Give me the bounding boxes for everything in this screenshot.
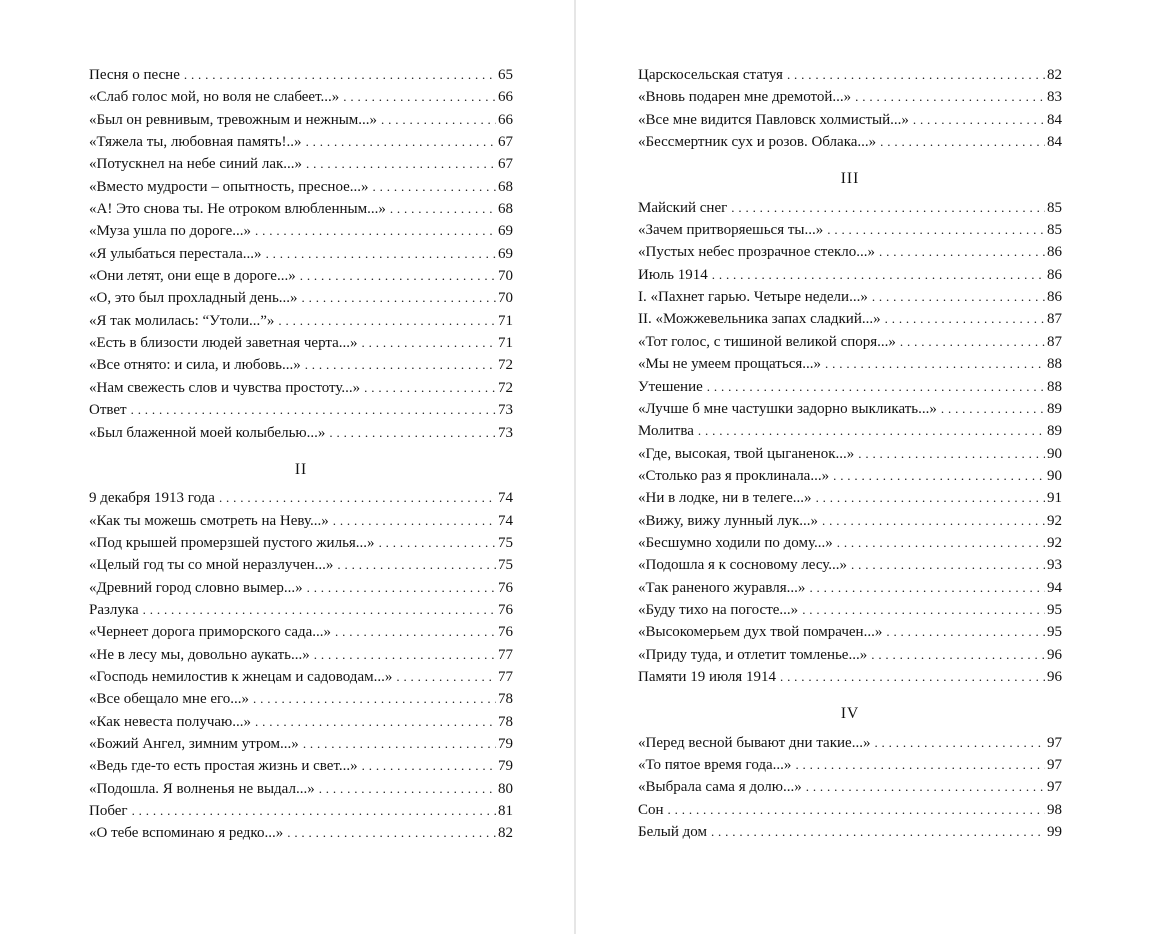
toc-entry-title: «Вновь подарен мне дремотой...» <box>638 89 852 106</box>
toc-section <box>638 64 1062 153</box>
toc-entry-title: «Под крышей промерзшей пустого жилья...» <box>89 534 375 551</box>
toc-entry-page: 66 <box>498 111 513 128</box>
dot-leader <box>219 487 496 509</box>
dot-leader <box>879 241 1045 263</box>
dot-leader <box>900 331 1045 353</box>
toc-entry-title: «Был он ревнивым, тревожным и нежным...» <box>89 111 378 128</box>
toc-entry-title: «Все обещало мне его...» <box>89 691 250 708</box>
toc-entry[interactable] <box>89 644 513 666</box>
dot-leader <box>364 377 496 399</box>
dot-leader <box>731 197 1045 219</box>
toc-entry-page: 74 <box>498 512 513 529</box>
toc-entry-title: «Все мне видится Павловск холмистый...» <box>638 111 909 128</box>
toc-entry-page: 71 <box>498 335 513 352</box>
toc-entry-page: 84 <box>1047 134 1062 151</box>
toc-entry[interactable] <box>638 821 1062 843</box>
toc-entry[interactable] <box>638 219 1062 241</box>
toc-entry-page: 79 <box>498 758 513 775</box>
dot-leader <box>362 755 496 777</box>
dot-leader <box>329 422 496 444</box>
toc-entry-title: «Древний город словно вымер...» <box>89 579 303 596</box>
dot-leader <box>302 287 496 309</box>
toc-entry-page: 70 <box>498 290 513 307</box>
dot-leader <box>825 353 1045 375</box>
toc-entry-title: «Господь немилостив к жнецам и садоводам...» <box>89 668 393 685</box>
toc-entry[interactable] <box>89 532 513 554</box>
toc-entry-page: 73 <box>498 424 513 441</box>
toc-entry[interactable] <box>89 510 513 532</box>
toc-entry-page: 72 <box>498 379 513 396</box>
dot-leader <box>855 86 1045 108</box>
dot-leader <box>837 532 1045 554</box>
toc-entry-page: 75 <box>498 557 513 574</box>
toc-entry-page: 97 <box>1047 757 1062 774</box>
toc-section <box>89 459 513 845</box>
toc-entry-page: 71 <box>498 312 513 329</box>
toc-entry-title: Утешение <box>638 378 703 395</box>
toc-entry[interactable] <box>89 621 513 643</box>
toc-entry-title: «Божий Ангел, зимним утром...» <box>89 736 299 753</box>
toc-entry-page: 79 <box>498 736 513 753</box>
dot-leader <box>858 443 1045 465</box>
toc-entry-title: «Столько раз я проклинала...» <box>638 467 830 484</box>
toc-entry-title: «То пятое время года...» <box>638 757 792 774</box>
toc-entry-page: 86 <box>1047 289 1062 306</box>
dot-leader <box>131 399 496 421</box>
toc-entry-page: 76 <box>498 579 513 596</box>
toc-entry-title: «Где, высокая, твой цыганенок...» <box>638 445 855 462</box>
toc-entry[interactable] <box>638 532 1062 554</box>
toc-entry[interactable] <box>638 286 1062 308</box>
toc-entry[interactable] <box>638 131 1062 153</box>
toc-entry[interactable] <box>89 688 513 710</box>
toc-entry[interactable] <box>89 554 513 576</box>
toc-entry-page: 83 <box>1047 89 1062 106</box>
dot-leader <box>913 109 1045 131</box>
toc-entry[interactable] <box>638 577 1062 599</box>
dot-leader <box>390 198 496 220</box>
toc-entry-page: 70 <box>498 268 513 285</box>
dot-leader <box>306 153 496 175</box>
dot-leader <box>698 420 1045 442</box>
toc-entry[interactable] <box>89 109 513 131</box>
toc-entry[interactable] <box>89 800 513 822</box>
toc-entry-page: 89 <box>1047 400 1062 417</box>
toc-entry-page: 89 <box>1047 423 1062 440</box>
dot-leader <box>305 354 496 376</box>
dot-leader <box>278 310 496 332</box>
toc-entry[interactable] <box>638 666 1062 688</box>
toc-entry-title: «Бессмертник сух и розов. Облака...» <box>638 134 877 151</box>
toc-entry-title: «Нам свежесть слов и чувства простоту...» <box>89 379 361 396</box>
toc-entry-title: «Слаб голос мой, но воля не слабеет...» <box>89 89 340 106</box>
toc-entry-title: 9 декабря 1913 года <box>89 490 215 507</box>
toc-entry-title: «Тот голос, с тишиной великой споря...» <box>638 333 896 350</box>
toc-entry-page: 82 <box>498 825 513 842</box>
toc-entry-page: 85 <box>1047 222 1062 239</box>
toc-entry-title: «Вижу, вижу лунный лук...» <box>638 512 819 529</box>
toc-entry-title: Молитва <box>638 423 694 440</box>
toc-entry-title: «Муза ушла по дороге...» <box>89 223 252 240</box>
dot-leader <box>333 510 496 532</box>
dot-leader <box>707 376 1045 398</box>
toc-entry-title: «Потускнел на небе синий лак...» <box>89 156 303 173</box>
toc-entry-page: 66 <box>498 89 513 106</box>
toc-entry-title: «Все отнято: и сила, и любовь...» <box>89 357 301 374</box>
toc-entry[interactable] <box>89 487 513 509</box>
dot-leader <box>816 487 1045 509</box>
toc-entry-page: 76 <box>498 601 513 618</box>
toc-entry-page: 87 <box>1047 333 1062 350</box>
toc-entry[interactable] <box>638 487 1062 509</box>
dot-leader <box>711 821 1045 843</box>
dot-leader <box>833 465 1045 487</box>
toc-entry-page: 67 <box>498 156 513 173</box>
toc-entry-title: Побег <box>89 803 128 820</box>
dot-leader <box>806 776 1045 798</box>
dot-leader <box>266 243 496 265</box>
toc-entry-page: 91 <box>1047 490 1062 507</box>
toc-entry[interactable] <box>89 287 513 309</box>
toc-entry-page: 88 <box>1047 356 1062 373</box>
toc-entry-page: 90 <box>1047 445 1062 462</box>
dot-leader <box>184 64 496 86</box>
toc-entry-title: «Подошла я к сосновому лесу...» <box>638 557 848 574</box>
toc-entry[interactable] <box>638 799 1062 821</box>
toc-entry[interactable] <box>89 64 513 86</box>
toc-entry-title: «Был блаженной моей колыбелью...» <box>89 424 326 441</box>
toc-entry[interactable] <box>89 711 513 733</box>
dot-leader <box>132 800 496 822</box>
dot-leader <box>307 577 496 599</box>
toc-entry-page: 74 <box>498 490 513 507</box>
dot-leader <box>373 176 496 198</box>
toc-entry-title: Царскосельская статуя <box>638 67 783 83</box>
dot-leader <box>809 577 1045 599</box>
left-page <box>0 0 574 934</box>
toc-entry-page: 77 <box>498 646 513 663</box>
toc-entry[interactable] <box>89 422 513 444</box>
toc-entry-title: «Тяжела ты, любовная память!..» <box>89 134 302 151</box>
toc-entry-page: 97 <box>1047 779 1062 796</box>
toc-entry[interactable] <box>638 86 1062 108</box>
toc-entry[interactable] <box>638 331 1062 353</box>
toc-entry-page: 98 <box>1047 801 1062 818</box>
section-heading: III <box>840 170 860 188</box>
dot-leader <box>396 666 496 688</box>
toc-entry-page: 81 <box>498 803 513 820</box>
toc-entry-page: 94 <box>1047 579 1062 596</box>
dot-leader <box>314 644 496 666</box>
toc-entry-title: «Так раненого журавля...» <box>638 579 806 596</box>
dot-leader <box>337 554 496 576</box>
toc-entry-title: «О тебе вспоминаю я редко...» <box>89 825 284 842</box>
toc-entry-title: II. «Можжевельника запах сладкий...» <box>638 311 881 328</box>
toc-section <box>638 703 1062 843</box>
toc-entry[interactable] <box>89 778 513 800</box>
toc-entry[interactable] <box>638 754 1062 776</box>
toc-entry-title: «Ведь где-то есть простая жизнь и свет...» <box>89 758 358 775</box>
dot-leader <box>362 332 496 354</box>
dot-leader <box>871 644 1045 666</box>
right-toc-column <box>638 64 1062 843</box>
toc-entry-title: «Подошла. Я волненья не выдал...» <box>89 780 315 797</box>
toc-entry[interactable] <box>89 131 513 153</box>
toc-entry[interactable] <box>638 241 1062 263</box>
dot-leader <box>306 131 496 153</box>
toc-entry-page: 80 <box>498 780 513 797</box>
toc-entry[interactable] <box>638 776 1062 798</box>
toc-entry-page: 99 <box>1047 824 1062 841</box>
toc-entry[interactable] <box>89 153 513 175</box>
toc-entry-page: 86 <box>1047 244 1062 261</box>
toc-entry-page: 90 <box>1047 467 1062 484</box>
toc-entry[interactable] <box>89 265 513 287</box>
dot-leader <box>300 265 496 287</box>
dot-leader <box>253 688 496 710</box>
toc-entry[interactable] <box>89 733 513 755</box>
toc-entry-page: 82 <box>1047 67 1062 83</box>
toc-entry-title: «Ни в лодке, ни в телеге...» <box>638 490 812 507</box>
dot-leader <box>851 554 1045 576</box>
toc-entry[interactable] <box>638 644 1062 666</box>
dot-leader <box>379 532 496 554</box>
toc-entry-page: 88 <box>1047 378 1062 395</box>
toc-entry[interactable] <box>89 198 513 220</box>
toc-entry-page: 87 <box>1047 311 1062 328</box>
toc-entry[interactable] <box>638 353 1062 375</box>
dot-leader <box>381 109 496 131</box>
toc-entry-page: 72 <box>498 357 513 374</box>
toc-entry[interactable] <box>638 554 1062 576</box>
toc-entry-page: 92 <box>1047 512 1062 529</box>
dot-leader <box>827 219 1045 241</box>
toc-section <box>89 64 513 444</box>
toc-entry[interactable] <box>638 510 1062 532</box>
toc-entry[interactable] <box>89 577 513 599</box>
toc-entry-title: «Как невеста получаю...» <box>89 713 251 730</box>
toc-entry-title: I. «Пахнет гарью. Четыре недели...» <box>638 289 868 306</box>
toc-entry-title: «Выбрала сама я долю...» <box>638 779 802 796</box>
toc-entry-title: Июль 1914 <box>638 266 708 283</box>
toc-entry-title: «Целый год ты со мной неразлучен...» <box>89 557 334 574</box>
toc-entry-title: «Буду тихо на погосте...» <box>638 601 799 618</box>
toc-entry-page: 95 <box>1047 601 1062 618</box>
dot-leader <box>668 799 1045 821</box>
toc-entry-title: Памяти 19 июля 1914 <box>638 668 776 685</box>
dot-leader <box>303 733 496 755</box>
toc-entry-page: 68 <box>498 201 513 218</box>
toc-entry[interactable] <box>638 376 1062 398</box>
toc-entry[interactable] <box>638 398 1062 420</box>
toc-entry-page: 86 <box>1047 266 1062 283</box>
toc-entry-title: Разлука <box>89 601 139 618</box>
toc-entry[interactable] <box>638 420 1062 442</box>
toc-entry-title: «Они летят, они еще в дороге...» <box>89 268 296 285</box>
toc-entry-title: «Вместо мудрости – опытность, пресное...» <box>89 178 369 195</box>
toc-entry[interactable] <box>89 399 513 421</box>
dot-leader <box>780 666 1045 688</box>
dot-leader <box>822 510 1045 532</box>
toc-entry[interactable] <box>89 377 513 399</box>
toc-entry-title: «Как ты можешь смотреть на Неву...» <box>89 512 329 529</box>
toc-entry[interactable] <box>638 599 1062 621</box>
toc-entry-page: 77 <box>498 668 513 685</box>
toc-entry[interactable] <box>638 197 1062 219</box>
toc-entry[interactable] <box>638 465 1062 487</box>
toc-entry-page: 92 <box>1047 534 1062 551</box>
toc-entry-page: 93 <box>1047 557 1062 574</box>
toc-entry[interactable] <box>638 732 1062 754</box>
toc-entry-title: «А! Это снова ты. Не отроком влюбленным...» <box>89 201 386 218</box>
toc-entry-page: 67 <box>498 134 513 151</box>
section-heading: IV <box>840 705 860 723</box>
toc-entry-page: 96 <box>1047 668 1062 685</box>
toc-entry-title: «Бесшумно ходили по дому...» <box>638 534 833 551</box>
toc-entry[interactable] <box>638 308 1062 330</box>
toc-entry-page: 76 <box>498 624 513 641</box>
dot-leader <box>880 131 1045 153</box>
dot-leader <box>335 621 496 643</box>
toc-entry[interactable] <box>638 264 1062 286</box>
toc-entry-page: 84 <box>1047 111 1062 128</box>
dot-leader <box>795 754 1045 776</box>
toc-entry-page: 85 <box>1047 199 1062 216</box>
toc-entry-title: Белый дом <box>638 824 707 841</box>
toc-entry-page: 69 <box>498 245 513 262</box>
toc-entry-title: «Чернеет дорога приморского сада...» <box>89 624 332 641</box>
toc-entry-page: 95 <box>1047 624 1062 641</box>
toc-entry[interactable] <box>89 822 513 844</box>
toc-entry-title: «Есть в близости людей заветная черта...» <box>89 335 358 352</box>
dot-leader <box>255 711 496 733</box>
dot-leader <box>712 264 1045 286</box>
toc-entry-page: 68 <box>498 178 513 195</box>
toc-entry-title: «О, это был прохладный день...» <box>89 290 298 307</box>
toc-entry-title: «Пустых небес прозрачное стекло...» <box>638 244 875 261</box>
dot-leader <box>885 308 1045 330</box>
left-toc-column <box>89 64 513 845</box>
toc-entry-title: Ответ <box>89 402 127 419</box>
toc-entry-title: Майский снег <box>638 199 728 216</box>
toc-entry[interactable] <box>89 332 513 354</box>
dot-leader <box>941 398 1045 420</box>
toc-entry[interactable] <box>89 220 513 242</box>
toc-entry[interactable] <box>638 109 1062 131</box>
dot-leader <box>343 86 496 108</box>
toc-entry[interactable] <box>89 86 513 108</box>
toc-entry-page: 96 <box>1047 646 1062 663</box>
right-page <box>576 0 1154 934</box>
toc-entry-title: «Зачем притворяешься ты...» <box>638 222 824 239</box>
toc-entry-page: 78 <box>498 713 513 730</box>
toc-entry-title: «Мы не умеем прощаться...» <box>638 356 822 373</box>
dot-leader <box>143 599 496 621</box>
toc-entry-page: 75 <box>498 534 513 551</box>
toc-entry-page: 65 <box>498 67 513 83</box>
toc-entry-title: «Высокомерьем дух твой помрачен...» <box>638 624 883 641</box>
toc-entry[interactable] <box>638 64 1062 86</box>
toc-entry[interactable] <box>638 621 1062 643</box>
dot-leader <box>787 64 1045 86</box>
toc-entry-title: Сон <box>638 801 664 818</box>
toc-entry-title: «Перед весной бывают дни такие...» <box>638 734 871 751</box>
dot-leader <box>872 286 1045 308</box>
toc-entry-page: 97 <box>1047 734 1062 751</box>
toc-entry[interactable] <box>89 666 513 688</box>
toc-section <box>638 168 1062 688</box>
dot-leader <box>319 778 496 800</box>
toc-entry-title: «Я так молилась: “Утоли...”» <box>89 312 275 329</box>
toc-entry-title: Песня о песне <box>89 67 180 83</box>
toc-entry[interactable] <box>638 443 1062 465</box>
toc-entry[interactable] <box>89 243 513 265</box>
section-heading: II <box>294 460 308 478</box>
toc-entry-page: 78 <box>498 691 513 708</box>
toc-entry[interactable] <box>89 755 513 777</box>
toc-entry-title: «Я улыбаться перестала...» <box>89 245 262 262</box>
dot-leader <box>802 599 1045 621</box>
toc-entry[interactable] <box>89 310 513 332</box>
dot-leader <box>255 220 496 242</box>
toc-entry-title: «Приду туда, и отлетит томленье...» <box>638 646 868 663</box>
dot-leader <box>287 822 496 844</box>
toc-entry-page: 73 <box>498 402 513 419</box>
dot-leader <box>874 732 1045 754</box>
dot-leader <box>886 621 1045 643</box>
toc-entry-title: «Лучше б мне частушки задорно выкликать...» <box>638 400 937 417</box>
toc-entry-page: 69 <box>498 223 513 240</box>
toc-entry[interactable] <box>89 176 513 198</box>
toc-entry-title: «Не в лесу мы, довольно аукать...» <box>89 646 310 663</box>
toc-entry[interactable] <box>89 354 513 376</box>
toc-entry[interactable] <box>89 599 513 621</box>
